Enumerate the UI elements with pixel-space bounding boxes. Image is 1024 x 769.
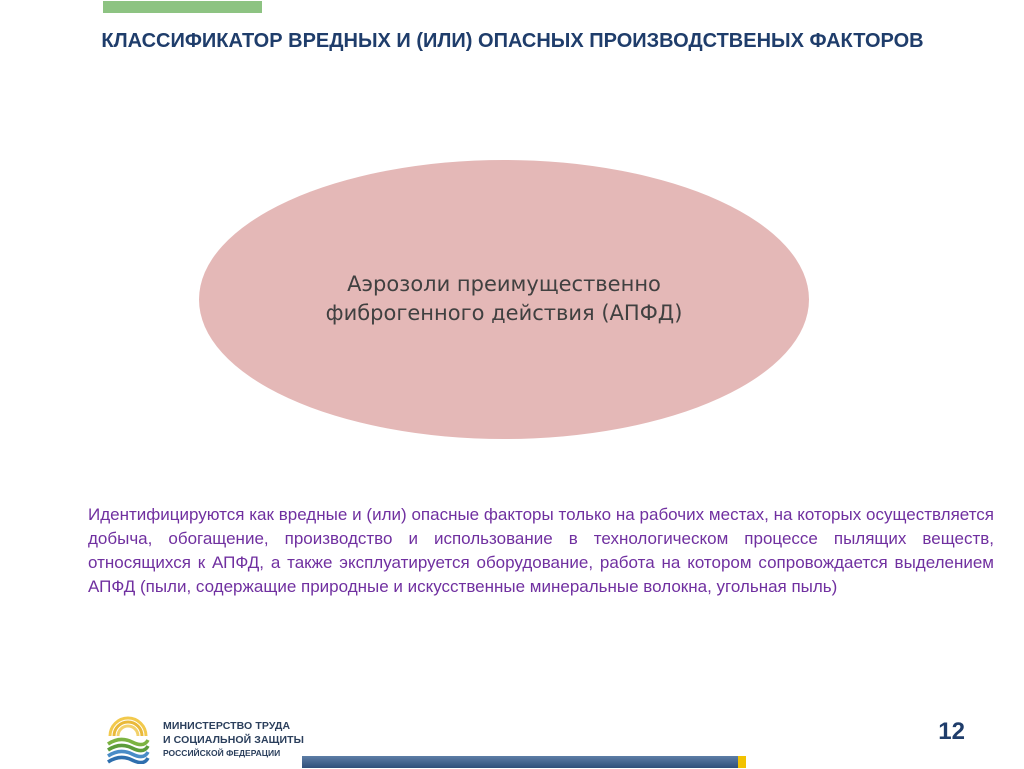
- description-text: Идентифицируются как вредные и (или) опасные факторы только на рабочих местах, на которых осуществляется добыча, обогащение, производство и использование в технологическом процессе пылящих веществ, относящихся к АПФД, а также эксплуатируется оборудование, работа на котором сопровождается выделением АПФД (пыли, содержащие природные и искусственные минеральные волокна, угольная пыль): [88, 505, 994, 596]
- factor-ellipse: [199, 160, 809, 439]
- ministry-name: [163, 719, 304, 759]
- slide-title: КЛАССИФИКАТОР ВРЕДНЫХ И (ИЛИ) ОПАСНЫХ ПРОИЗВОДСТВЕНЫХ ФАКТОРОВ: [101, 30, 924, 52]
- ministry-line-3: РОССИЙСКОЙ ФЕДЕРАЦИИ: [163, 748, 281, 758]
- ellipse-label: Аэрозоли преимущественно фиброгенного действия (АПФД): [325, 271, 683, 325]
- bottom-bar-accent: [738, 756, 746, 768]
- ministry-emblem-icon: [106, 714, 150, 764]
- bottom-bar: [302, 756, 738, 768]
- page-number: 12: [938, 718, 965, 745]
- ministry-line-2: И СОЦИАЛЬНОЙ ЗАЩИТЫ: [163, 734, 305, 746]
- ministry-line-1: МИНИСТЕРСТВО ТРУДА: [163, 720, 291, 732]
- top-accent-bar: [103, 1, 262, 13]
